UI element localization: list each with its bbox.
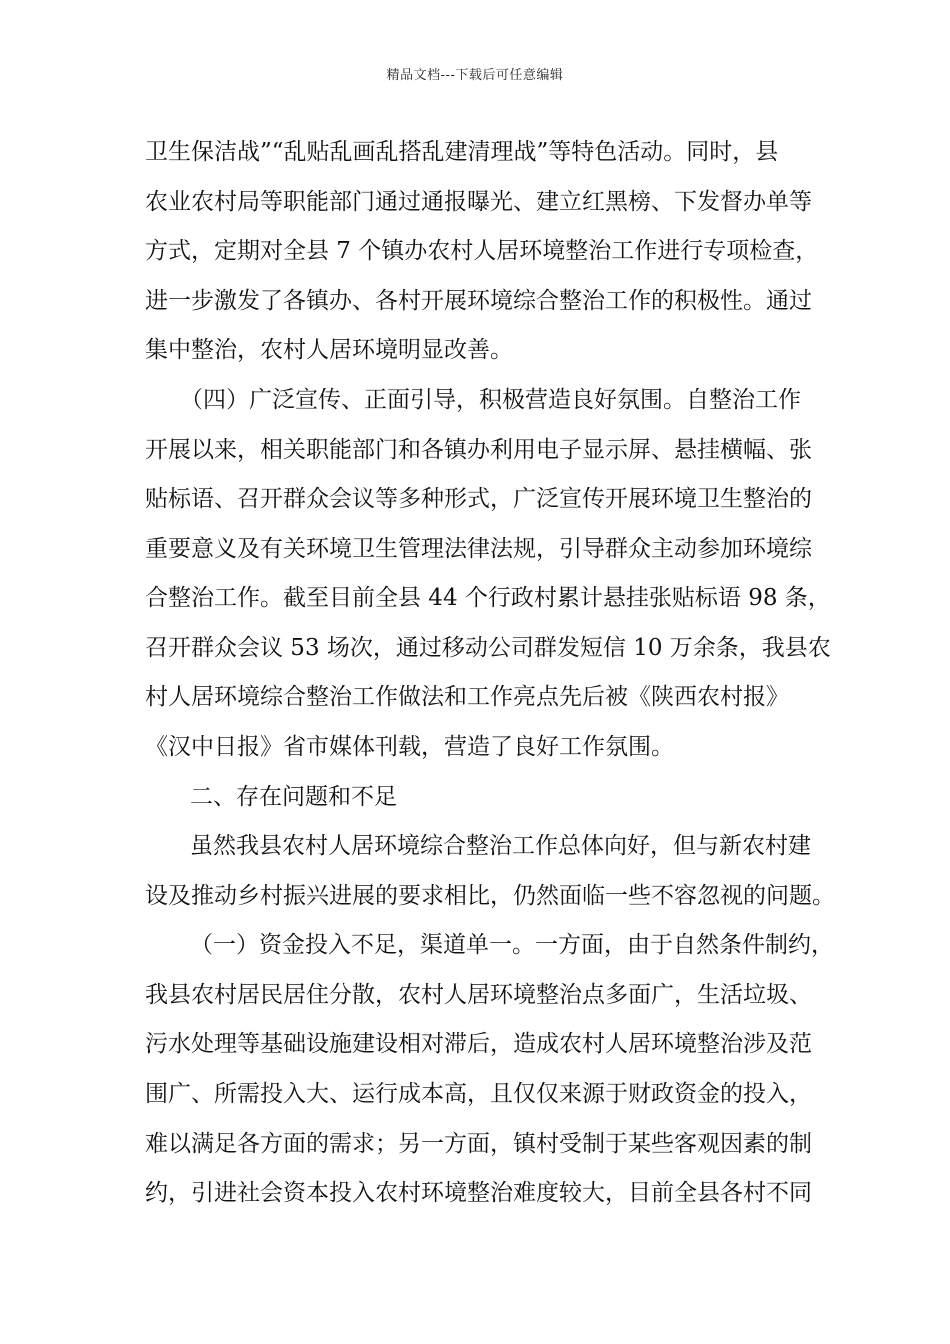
text-line-2: 农业农村局等职能部门通过通报曝光、建立红黑榜、下发督办单等 — [145, 189, 812, 215]
text-line-15: 虽然我县农村人居环境综合整治工作总体向好，但与新农村建 — [190, 833, 811, 859]
text-line-12: 村人居环境综合整治工作做法和工作亮点先后被《陕西农村报》 — [145, 684, 789, 710]
text-line-1: 卫生保洁战”“乱贴乱画乱搭乱建清理战”等特色活动。同时，县 — [145, 139, 779, 165]
page-header: 精品文档---下载后可任意编辑 — [386, 68, 564, 83]
text-line-8: 贴标语、召开群众会议等多种形式，广泛宣传开展环境卫生整治的 — [145, 486, 812, 512]
text-line-6: （四）广泛宣传、正面引导，积极营造良好氛围。自整治工作 — [180, 387, 801, 413]
text-line-3: 方式，定期对全县 7 个镇办农村人居环境整治工作进行专项检查， — [145, 238, 819, 264]
text-line-13: 《汉中日报》省市媒体刊载，营造了良好工作氛围。 — [145, 734, 674, 760]
text-line-18: 我县农村居民居住分散，农村人居环境整治点多面广，生活垃圾、 — [145, 982, 812, 1008]
text-line-5: 集中整治，农村人居环境明显改善。 — [145, 337, 513, 363]
text-line-9: 重要意义及有关环境卫生管理法律法规，引导群众主动参加环境综 — [145, 536, 812, 562]
text-line-22: 约，引进社会资本投入农村环境整治难度较大，目前全县各村不同 — [145, 1180, 812, 1206]
text-line-16: 设及推动乡村振兴进展的要求相比，仍然面临一些不容忽视的问题。 — [145, 883, 835, 909]
text-line-21: 难以满足各方面的需求；另一方面，镇村受制于某些客观因素的制 — [145, 1131, 812, 1157]
text-line-20: 围广、所需投入大、运行成本高，且仅仅来源于财政资金的投入， — [145, 1081, 812, 1107]
text-line-7: 开展以来，相关职能部门和各镇办利用电子显示屏、悬挂横幅、张 — [145, 437, 812, 463]
text-line-4: 进一步激发了各镇办、各村开展环境综合整治工作的积极性。通过 — [145, 288, 812, 314]
section-heading: 二、存在问题和不足 — [190, 784, 397, 810]
text-line-17: （一）资金投入不足，渠道单一。一方面，由于自然条件制约， — [190, 932, 834, 958]
text-line-11: 召开群众会议 53 场次，通过移动公司群发短信 10 万余条，我县农 — [145, 635, 831, 661]
text-line-10: 合整治工作。截至目前全县 44 个行政村累计悬挂张贴标语 98 条， — [145, 585, 831, 611]
text-line-19: 污水处理等基础设施建设相对滞后，造成农村人居环境整治涉及范 — [145, 1031, 812, 1057]
